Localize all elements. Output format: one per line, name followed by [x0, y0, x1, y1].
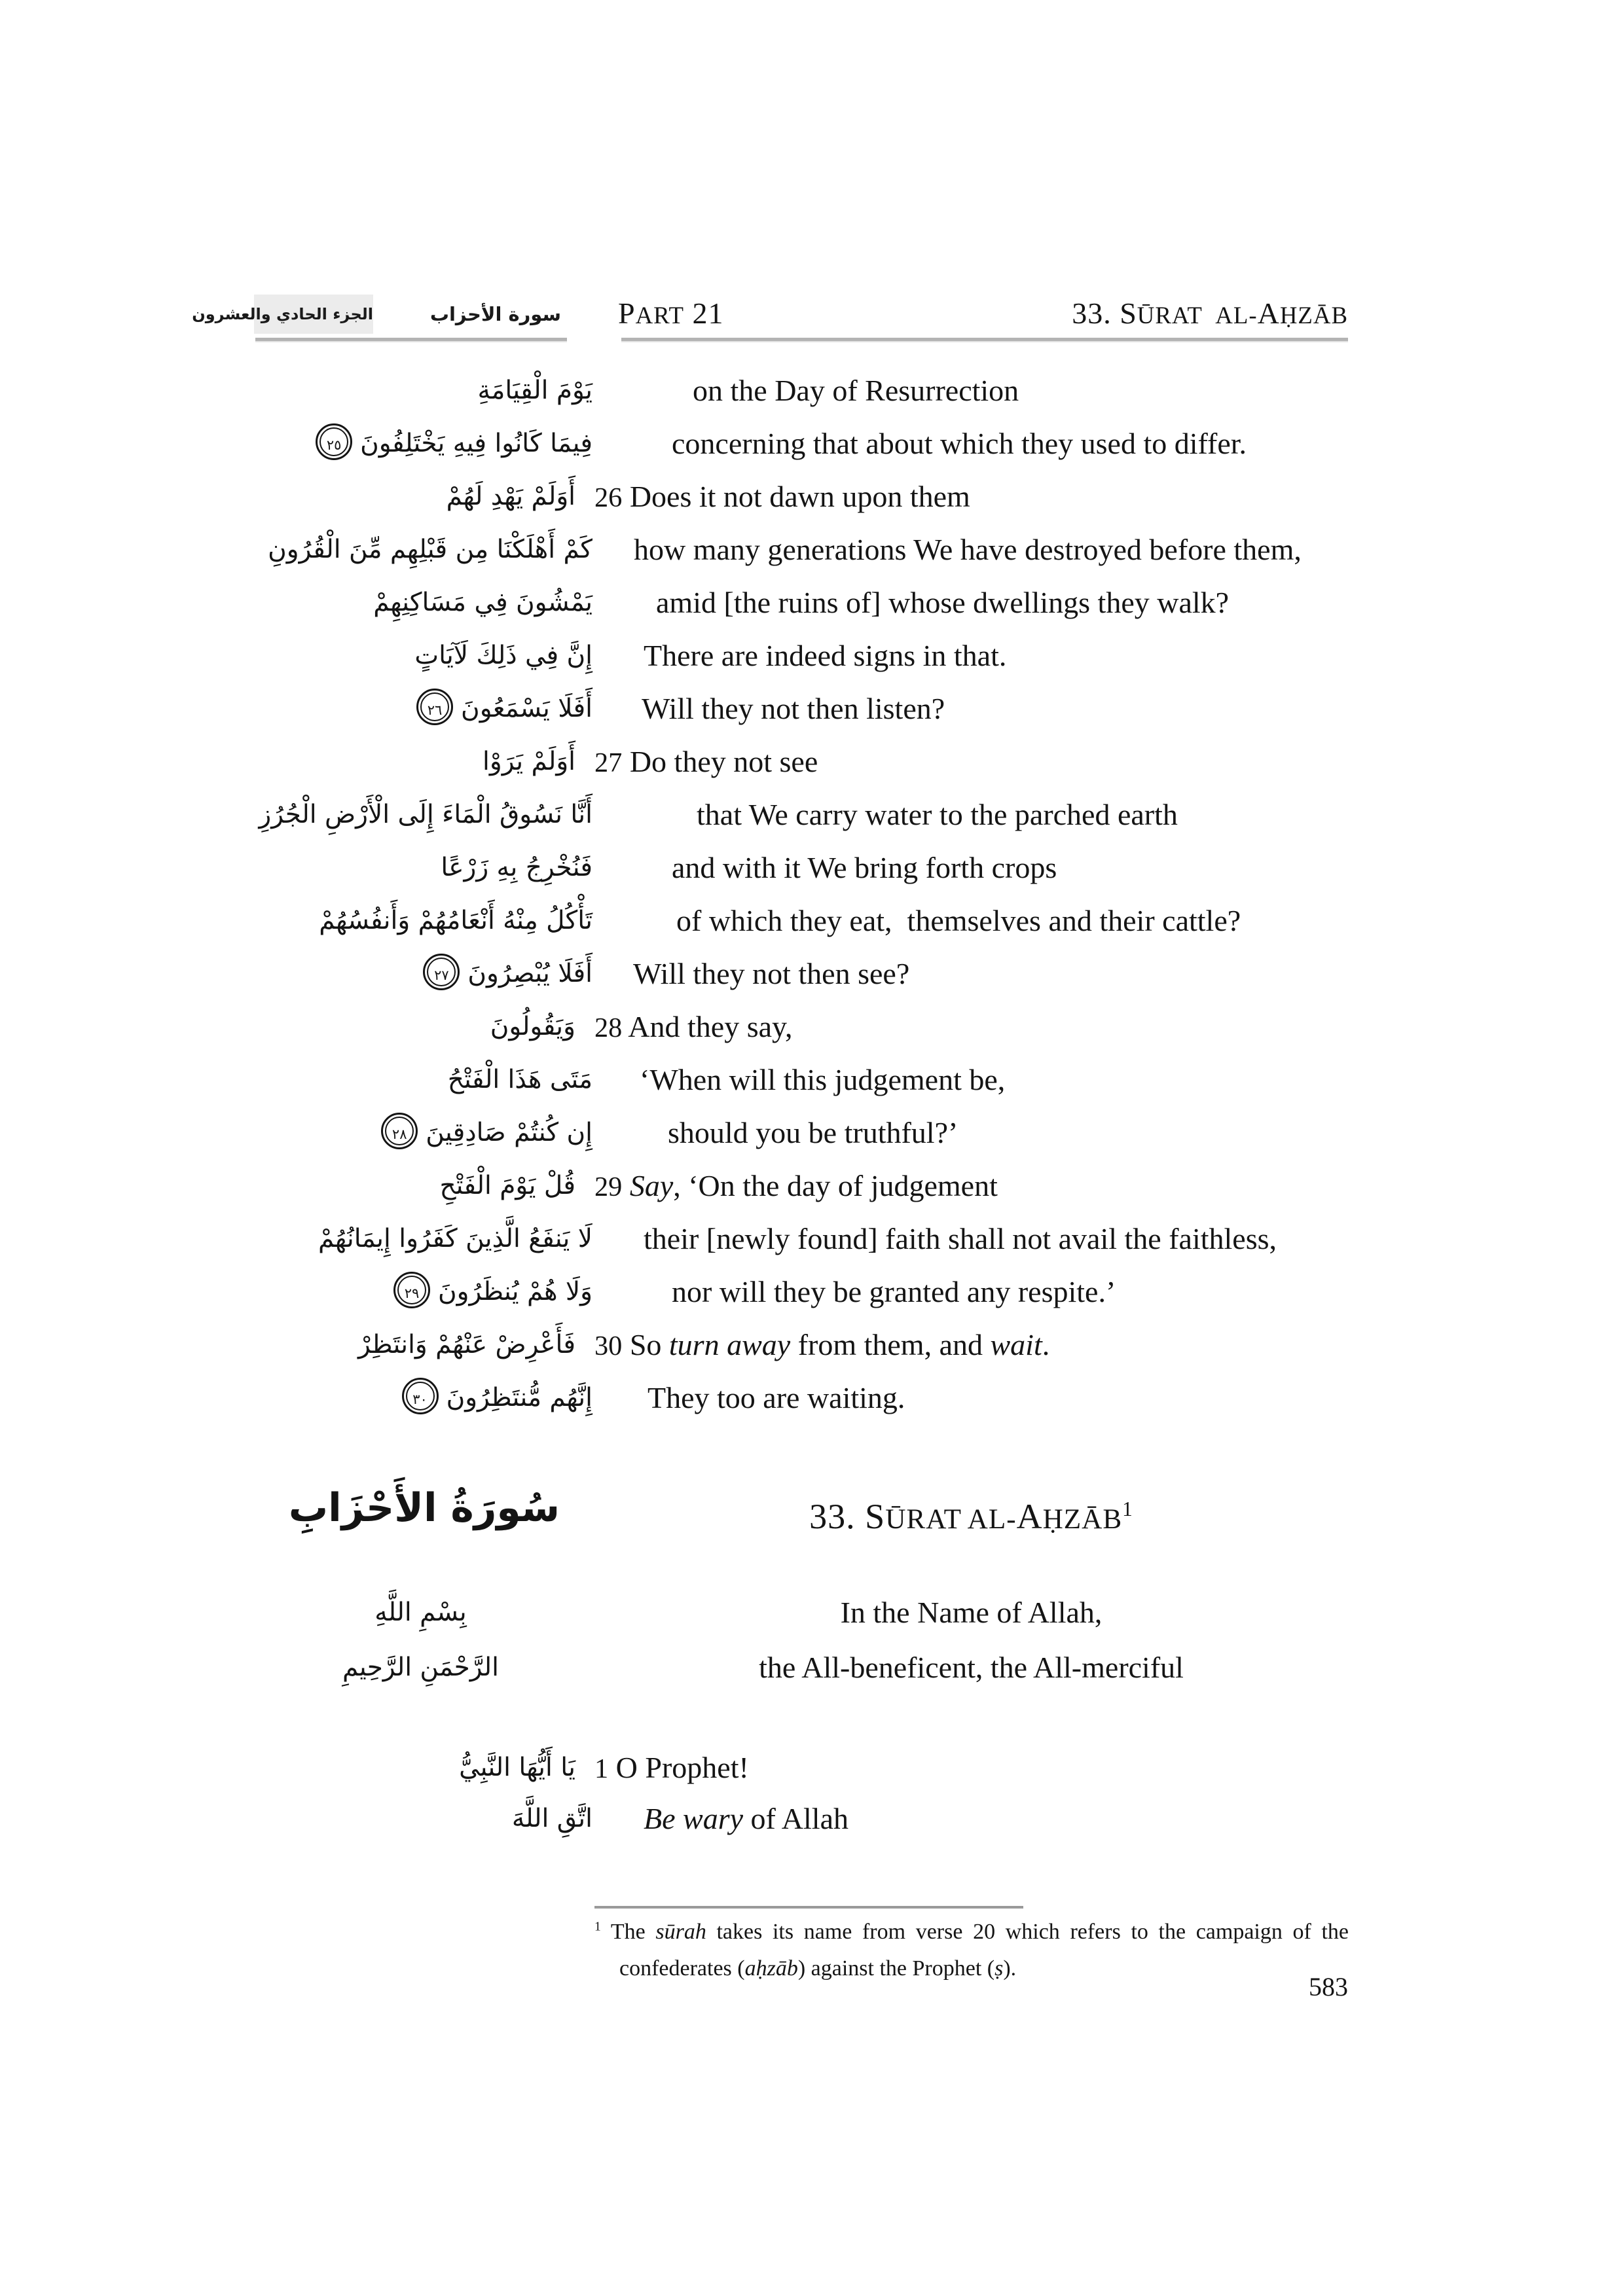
english-text	[594, 1586, 1348, 1640]
arabic-text	[483, 735, 575, 789]
arabic-text	[381, 1106, 593, 1160]
text-segment: concerning that about which they used to differ.	[672, 427, 1247, 460]
verse-end-medallion	[420, 692, 449, 721]
text-segment: لَا يَنفَعُ الَّذِينَ كَفَرُوا إِيمَانُهُمْ	[318, 1224, 593, 1253]
english-text	[633, 947, 909, 1001]
english-text	[594, 735, 818, 790]
arabic-text	[319, 894, 593, 948]
text-segment: There are indeed signs in that.	[644, 639, 1007, 672]
verse-line	[0, 682, 1623, 736]
english-text	[644, 629, 1006, 683]
text-segment: O Prophet!	[608, 1751, 749, 1784]
verse-line	[0, 629, 1623, 683]
text-segment: فِيمَا كَانُوا فِيهِ يَخْتَلِفُونَ	[360, 429, 593, 458]
text-segment: 21	[684, 296, 724, 330]
running-head-part	[618, 293, 723, 334]
english-text	[668, 1106, 958, 1160]
verse-line	[0, 1053, 1623, 1107]
verse-line	[0, 1265, 1623, 1319]
english-text	[672, 841, 1057, 895]
english-text	[644, 1212, 1277, 1266]
text-segment	[1203, 302, 1215, 329]
verse-line	[0, 417, 1623, 471]
verse-end-number: ٢٥	[326, 437, 342, 453]
verse-line	[0, 788, 1623, 842]
arabic-text	[416, 682, 593, 736]
text-segment: how many generations We have destroyed before them,	[634, 533, 1302, 566]
text-segment: أَفَلَا يَسْمَعُونَ	[461, 694, 593, 723]
text-segment: أَفَلَا يُبْصِرُونَ	[467, 959, 593, 988]
text-segment: should you be truthful?’	[668, 1116, 958, 1149]
surah-title-calligraphy: سُورَةُ الأَحْزَابِ	[288, 1485, 560, 1531]
text-segment	[622, 1169, 630, 1202]
text-segment: Will they not then listen?	[642, 692, 945, 725]
text-segment: إِن كُنتُمْ صَادِقِينَ	[426, 1118, 593, 1147]
verse-line	[0, 576, 1623, 630]
text-segment: ḤZĀB	[1042, 1504, 1123, 1535]
text-segment: أَوَلَمْ يَهْدِ لَهُمْ	[446, 482, 575, 511]
text-segment: ṣ	[994, 1956, 1004, 1981]
footnote-rule	[594, 1906, 1023, 1909]
verse-number: 29	[594, 1172, 623, 1202]
text-segment: فَنُخْرِجُ بِهِ زَرْعًا	[441, 853, 593, 882]
text-segment: ‘When will this judgement be,	[640, 1063, 1006, 1096]
text-segment: كَمْ أَهْلَكْنَا مِن قَبْلِهِم مِّنَ الْقُرُونِ	[268, 535, 593, 564]
text-segment: takes its name from verse 20 which refers to the campaign of the	[706, 1920, 1349, 1944]
verse-end-number: ٣٠	[412, 1391, 428, 1407]
english-text	[676, 894, 1241, 948]
text-segment: قُلْ يَوْمَ الْفَتْحِ	[439, 1171, 575, 1200]
arabic-text	[268, 523, 593, 577]
page-number: 583	[1309, 1972, 1348, 2001]
verse-end-medallion	[406, 1382, 435, 1410]
text-segment: ḤZĀB	[1279, 302, 1348, 329]
text-segment: turn away	[668, 1328, 791, 1361]
verse-line	[0, 470, 1623, 524]
text-segment: the All-beneficent, the All-merciful	[759, 1651, 1184, 1684]
english-text	[647, 1371, 905, 1425]
verse-line	[0, 947, 1623, 1001]
verse-number: 27	[594, 747, 623, 778]
arabic-text	[373, 576, 593, 630]
text-segment: aḥzāb	[744, 1956, 798, 1981]
text-segment: يَا أَيُّهَا النَّبِيُّ	[459, 1753, 575, 1782]
verse-end-number: ٢٦	[427, 702, 443, 718]
text-segment: of which they eat, themselves and their cattle?	[676, 904, 1241, 937]
verse-number: 1	[594, 1753, 609, 1784]
text-segment: And they say,	[622, 1010, 793, 1043]
superscript: 1	[594, 1919, 601, 1934]
text-segment: A	[1257, 296, 1280, 330]
arabic-text	[423, 947, 593, 1001]
text-segment: يَمْشُونَ فِي مَسَاكِنِهِمْ	[373, 588, 593, 617]
text-segment: إِنَّهُم مُّنتَظِرُونَ	[446, 1383, 593, 1412]
arabic-text	[318, 1212, 593, 1266]
arabic-text	[439, 1159, 575, 1213]
text-segment: In the Name of Allah,	[840, 1596, 1103, 1629]
english-text	[644, 1792, 848, 1846]
text-segment: of Allah	[743, 1802, 848, 1835]
text-segment: from them, and	[790, 1328, 991, 1361]
text-segment: 33. S	[809, 1497, 886, 1536]
english-text	[642, 682, 945, 736]
verse-number: 30	[594, 1331, 623, 1361]
text-segment: أَوَلَمْ يَرَوْا	[483, 747, 575, 776]
english-text	[697, 788, 1178, 842]
english-text	[594, 470, 970, 525]
verse-end-number: ٢٩	[404, 1285, 420, 1301]
text-segment: The	[600, 1920, 656, 1944]
arabic-text	[393, 1265, 593, 1319]
verse-end-number: ٢٧	[434, 967, 449, 983]
text-segment: Does it not dawn upon them	[622, 480, 970, 513]
text-segment: Say	[629, 1169, 674, 1202]
verse-end-medallion	[427, 958, 456, 986]
verse-line	[0, 364, 1623, 418]
text-segment: وَلَا هُمْ يُنظَرُونَ	[438, 1277, 593, 1306]
arabic-text	[512, 1792, 593, 1846]
english-text	[594, 1741, 749, 1796]
english-text	[672, 1265, 1116, 1319]
text-segment: confederates (	[619, 1956, 745, 1981]
header-rule-left	[255, 338, 567, 341]
text-segment: وَيَقُولُونَ	[490, 1012, 575, 1041]
verse-line	[0, 735, 1623, 789]
english-text	[594, 1159, 998, 1214]
text-segment: يَوْمَ الْقِيَامَةِ	[477, 376, 593, 405]
juz-seal-calligraphy: الجزء الحادي والعشرون	[254, 295, 373, 334]
arabic-text	[316, 417, 593, 471]
arabic-text	[441, 841, 593, 895]
text-segment: الرَّحْمَنِ الرَّحِيمِ	[342, 1653, 500, 1682]
text-segment: that We carry water to the parched earth	[697, 798, 1178, 831]
english-text	[640, 1053, 1005, 1107]
text-segment: .	[1042, 1328, 1050, 1361]
text-segment: اتَّقِ اللَّهَ	[511, 1804, 593, 1833]
arabic-text	[478, 364, 593, 418]
text-segment: ).	[1003, 1956, 1017, 1981]
text-segment: ) against the Prophet (	[797, 1956, 995, 1981]
english-text	[656, 576, 1229, 630]
verse-line	[0, 841, 1623, 895]
verse-end-medallion	[397, 1276, 426, 1304]
surah-seal-calligraphy: سورة الأحزاب	[429, 303, 561, 325]
text-segment: P	[618, 296, 636, 330]
english-text	[634, 523, 1302, 577]
text-segment: on the Day of Resurrection	[693, 374, 1019, 407]
text-segment: 33. S	[1072, 296, 1137, 330]
verse-line	[0, 523, 1623, 577]
text-segment: A	[1016, 1497, 1043, 1536]
text-segment: nor will they be granted any respite.’	[672, 1275, 1116, 1308]
verse-line	[0, 1792, 1623, 1846]
text-segment: sūrah	[655, 1920, 706, 1944]
english-text	[594, 1318, 1049, 1373]
verse-line	[0, 894, 1623, 948]
text-segment: أَنَّا نَسُوقُ الْمَاءَ إِلَى الْأَرْضِ الْجُرُزِ	[259, 800, 593, 829]
verse-line	[0, 1371, 1623, 1425]
text-segment: مَتَى هَذَا الْفَتْحُ	[447, 1065, 593, 1094]
verse-number: 28	[594, 1013, 623, 1043]
text-segment: their [newly found] faith shall not avail the faithless,	[644, 1222, 1277, 1255]
text-segment: They too are waiting.	[647, 1381, 905, 1414]
text-segment: إِنَّ فِي ذَلِكَ لَآيَاتٍ	[414, 641, 593, 670]
running-head-surah	[1072, 293, 1348, 334]
verse-line	[0, 1586, 1623, 1640]
arabic-text	[259, 788, 593, 842]
verse-number: 26	[594, 482, 623, 513]
text-segment: wait	[990, 1328, 1042, 1361]
verse-line	[0, 1318, 1623, 1372]
english-text	[672, 417, 1247, 471]
verse-line	[0, 1159, 1623, 1213]
verse-end-medallion	[319, 427, 348, 456]
footnote-line	[594, 1914, 1349, 1950]
text-segment: ŪRAT	[885, 1504, 968, 1535]
text-segment: , ‘On the day of judgement	[673, 1169, 998, 1202]
verse-end-medallion	[385, 1117, 414, 1145]
arabic-text	[414, 629, 593, 683]
text-segment: تَأْكُلُ مِنْهُ أَنْعَامُهُمْ وَأَنفُسُهُمْ	[319, 906, 593, 935]
text-segment: Will they not then see?	[633, 957, 910, 990]
english-text	[693, 364, 1019, 418]
arabic-text	[255, 1586, 586, 1640]
arabic-text	[358, 1318, 575, 1372]
arabic-text	[255, 1641, 586, 1695]
footnote-line	[594, 1950, 1349, 1987]
surah-heading	[594, 1487, 1348, 1546]
arabic-text	[447, 470, 575, 524]
superscript: 1	[1122, 1498, 1133, 1520]
text-segment: ART	[635, 302, 684, 329]
arabic-text	[459, 1741, 575, 1795]
verse-line	[0, 1641, 1623, 1695]
text-segment: Do they not see	[622, 745, 818, 778]
arabic-text	[402, 1371, 593, 1425]
text-segment: and with it We bring forth crops	[672, 851, 1057, 884]
text-segment: AL-	[967, 1504, 1017, 1535]
arabic-text	[448, 1053, 593, 1107]
text-segment: amid [the ruins of] whose dwellings they walk?	[656, 586, 1230, 619]
english-text	[594, 1000, 793, 1055]
english-text	[594, 1641, 1348, 1695]
text-segment: ŪRAT	[1137, 302, 1203, 329]
verse-line	[0, 1212, 1623, 1266]
text-segment: Be wary	[644, 1802, 744, 1835]
verse-end-number: ٢٨	[392, 1126, 407, 1142]
text-segment: So	[622, 1328, 669, 1361]
verse-line	[0, 1000, 1623, 1054]
arabic-text	[490, 1000, 575, 1054]
verse-line	[0, 1106, 1623, 1160]
text-segment: AL-	[1215, 302, 1258, 329]
text-segment: فَأَعْرِضْ عَنْهُمْ وَانتَظِرْ	[357, 1330, 575, 1359]
header-rule-right	[621, 338, 1348, 341]
verse-line	[0, 1741, 1623, 1795]
text-segment: بِسْمِ اللَّهِ	[374, 1598, 467, 1627]
